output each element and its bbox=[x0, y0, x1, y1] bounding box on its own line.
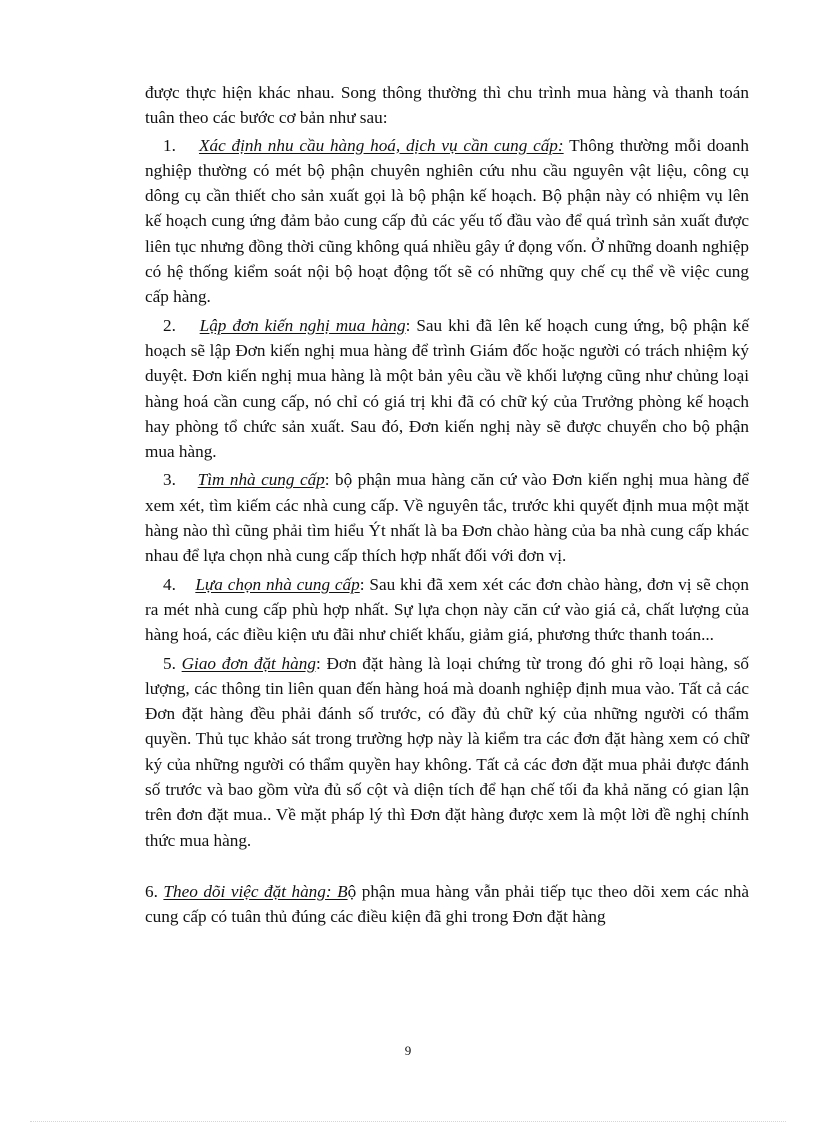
page-number: 9 bbox=[404, 1043, 412, 1058]
page-body bbox=[145, 80, 749, 933]
item-body: ộ phận mua hàng vẫn phải tiếp tục theo dõi xem các nhà cung cấp có tuân thủ đúng các điều kiện đã ghi trong Đơn đặt hàng bbox=[145, 881, 749, 927]
item-body: : Sau khi đã lên kế hoạch cung ứng, bộ phận kế hoạch sẽ lập Đơn kiến nghị mua hàng để trình Giám đốc hoặc người có trách nhiệm ký duyệt. Đơn kiến nghị mua hàng là một bản yêu cầu về khối lượng cũng như chủng loại hàng hoá cần cung cấp, nó chỉ có giá trị khi đã có chữ ký của Trưởng phòng kế hoạch hay phòng tổ chức sản xuất. Sau đó, Đơn kiến nghị này sẽ được chuyển cho bộ phận mua hàng. bbox=[145, 315, 750, 462]
item-body: : bộ phận mua hàng căn cứ vào Đơn kiến nghị mua hàng để xem xét, tìm kiếm các nhà cung cấp. Về nguyên tắc, trước khi quyết định mua một mặt hàng nào thì cũng phải tìm hiểu Ýt nhất là ba Đơn chào hàng của ba nhà cung cấp khác nhau để lựa chọn nhà cung cấp thích hợp nhất đối với đơn vị. bbox=[145, 470, 749, 566]
item-number: 5. bbox=[163, 653, 176, 673]
item-number: 2. bbox=[163, 315, 176, 335]
item-heading: Tìm nhà cung cấp bbox=[197, 470, 325, 490]
item-heading: Lập đơn kiến nghị mua hàng bbox=[199, 315, 406, 335]
list-item-2 bbox=[145, 313, 749, 465]
item-number: 3. bbox=[163, 470, 176, 490]
item-body: : Sau khi đã xem xét các đơn chào hàng, đơn vị sẽ chọn ra mét nhà cung cấp phù hợp nhất. Sự lựa chọn này căn cứ vào giá cả, chất lượng của hàng hoá, các điều kiện ưu đãi như chiết khấu, giảm giá, phương thức thanh toán... bbox=[145, 574, 749, 645]
item-number: 4. bbox=[163, 574, 176, 594]
list-item-5 bbox=[145, 651, 749, 853]
item-heading: Giao đơn đặt hàng bbox=[181, 653, 316, 673]
item-heading: Xác định nhu cầu hàng hoá, dịch vụ cần cung cấp: bbox=[198, 135, 564, 155]
list-item-3 bbox=[145, 467, 749, 568]
item-number: 6. bbox=[145, 881, 158, 901]
page-bottom-divider bbox=[30, 1121, 786, 1122]
item-heading: Theo dõi việc đặt hàng: B bbox=[163, 881, 348, 901]
intro-paragraph: được thực hiện khác nhau. Song thông thường thì chu trình mua hàng và thanh toán tuân theo các bước cơ bản như sau: bbox=[145, 83, 749, 128]
list-item-6 bbox=[145, 879, 749, 930]
item-body: : Đơn đặt hàng là loại chứng từ trong đó ghi rõ loại hàng, số lượng, các thông tin liên quan đến hàng hoá mà doanh nghiệp định mua vào. Tất cả các Đơn đặt hàng đều phải đánh số trước, có đầy đủ chữ ký của những người có thẩm quyền. Thủ tục khảo sát trong trường hợp này là kiểm tra các đơn đặt hàng xem có chữ ký của những người có thẩm quyền hay không. Tất cả các đơn đặt mua phải được đánh số trước và bao gồm vừa đủ số cột và diện tích để hạn chế tối đa khả năng có gian lận trên đơn đặt mua.. Về mặt pháp lý thì Đơn đặt hàng được xem là một lời đề nghị chính thức mua hàng. bbox=[145, 653, 750, 850]
item-body: Thông thường mỗi doanh nghiệp thường có mét bộ phận chuyên nghiên cứu nhu cầu nguyên vật liệu, công cụ dông cụ cần thiết cho sản xuất gọi là bộ phận kế hoạch. Bộ phận này có nhiệm vụ lên kế hoạch cung ứng đảm bảo cung cấp đủ các yếu tố đầu vào để quá trình sản xuất được liên tục nhưng đồng thời cũng không quá nhiều gây ứ đọng vốn. Ở những doanh nghiệp có hệ thống kiểm soát nội bộ hoạt động tốt sẽ có những quy chế cụ thể về việc cung cấp hàng. bbox=[145, 135, 749, 307]
list-item-4 bbox=[145, 572, 749, 648]
item-heading: Lựa chọn nhà cung cấp bbox=[195, 574, 360, 594]
list-item-1 bbox=[145, 133, 749, 310]
item-number: 1. bbox=[163, 135, 176, 155]
